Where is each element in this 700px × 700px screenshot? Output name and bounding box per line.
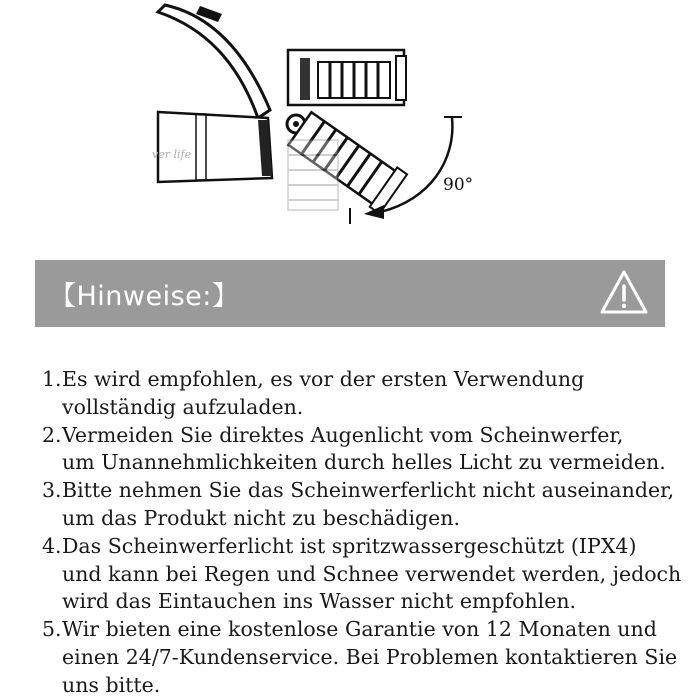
lamp-head-upper xyxy=(288,50,406,105)
note-line: Wir bieten eine kostenlose Garantie von 12 Monaten und xyxy=(62,617,657,642)
note-item xyxy=(42,477,682,533)
note-number: 4. xyxy=(42,533,62,558)
note-line: Das Scheinwerferlicht ist spritzwassergeschützt (IPX4) xyxy=(62,533,637,558)
note-item xyxy=(42,616,682,699)
note-number: 2. xyxy=(42,422,62,447)
note-item xyxy=(42,533,682,616)
note-item xyxy=(42,422,682,478)
note-line: um das Produkt nicht zu beschädigen. xyxy=(62,505,461,530)
note-item xyxy=(42,366,682,422)
note-line: vollständig aufzuladen. xyxy=(62,394,304,419)
headlamp-rotation-illustration xyxy=(0,0,700,250)
rotation-label: 90° xyxy=(443,175,474,195)
warning-icon xyxy=(598,267,650,319)
note-line: Es wird empfohlen, es vor der ersten Verwendung xyxy=(62,367,585,391)
headband-strap xyxy=(158,5,270,118)
lamp-head-ghost xyxy=(288,140,338,210)
note-number: 5. xyxy=(42,617,62,642)
notice-banner xyxy=(35,260,665,327)
notes-list xyxy=(42,366,682,700)
note-number: 3. xyxy=(42,478,62,503)
note-line: einen 24/7-Kundenservice. Bei Problemen kontaktieren Sie xyxy=(62,644,678,669)
battery-case xyxy=(152,112,272,182)
note-line: Bitte nehmen Sie das Scheinwerferlicht nicht auseinander, xyxy=(62,478,675,503)
banner-title: 【Hinweise:】 xyxy=(49,281,240,312)
brand-mark: ver life xyxy=(152,148,192,161)
note-line: Vermeiden Sie direktes Augenlicht vom Scheinwerfer, xyxy=(62,422,624,447)
note-line: und kann bei Regen und Schnee verwendet werden, jedoch xyxy=(62,561,682,586)
note-line: uns bitte. xyxy=(62,672,161,697)
note-line: um Unannehmlichkeiten durch helles Licht zu vermeiden. xyxy=(62,450,666,475)
note-number: 1. xyxy=(42,367,62,391)
note-line: wird das Eintauchen ins Wasser nicht empfohlen. xyxy=(62,589,577,614)
